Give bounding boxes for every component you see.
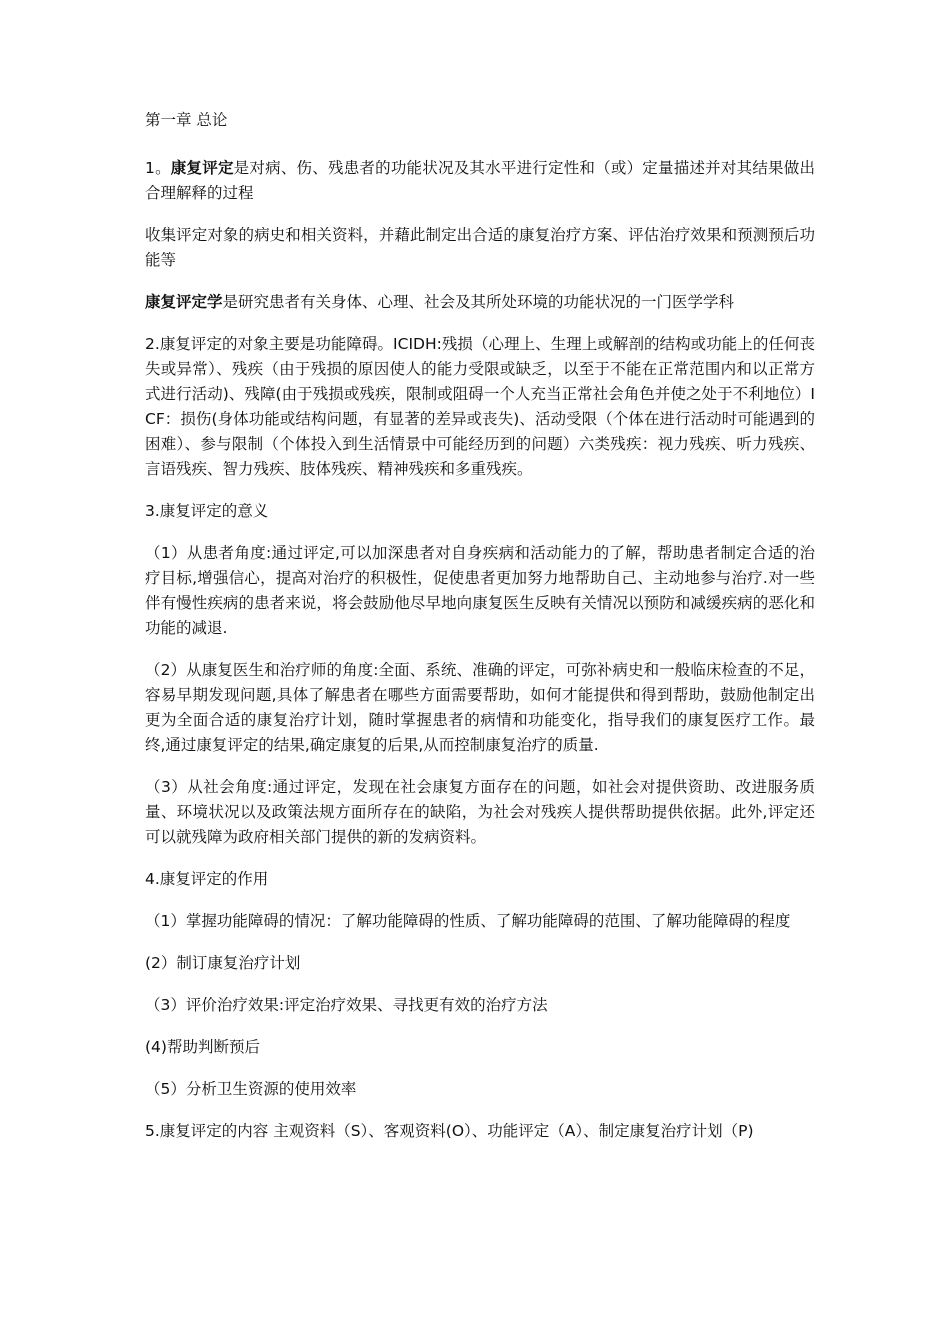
section-heading-contents: 5.康复评定的内容 主观资料（S）、客观资料(O）、功能评定（A）、制定康复治疗计划（P) <box>145 1122 754 1140</box>
paragraph-doctor-perspective: （2）从康复医生和治疗师的角度:全面、系统、准确的评定，可弥补病史和一般临床检查的不足，容易早期发现问题,具体了解患者在哪些方面需要帮助，如何才能提供和得到帮助，鼓励他制定出更为全面合适的康复治疗计划，随时掌握患者的病情和功能变化，指导我们的康复医疗工作。最终,通过康复评定的结果,确定康复的后果,从而控制康复治疗的质量. <box>145 661 815 754</box>
list-item-function-5: （5）分析卫生资源的使用效率 <box>145 1080 357 1098</box>
paragraph-social-perspective: （3）从社会角度:通过评定，发现在社会康复方面存在的问题，如社会对提供资助、改进服务质量、环境状况以及政策法规方面所存在的缺陷，为社会对残疾人提供帮助提供依据。此外,评定还可以就残障为政府相关部门提供的新的发病资料。 <box>145 778 815 846</box>
definition-text: 是研究患者有关身体、心理、社会及其所处环境的功能状况的一门医学学科 <box>222 293 735 311</box>
paragraph-assessment-objects: 2.康复评定的对象主要是功能障碍。ICIDH:残损（心理上、生理上或解剖的结构或功能上的任何丧失或异常）、残疾（由于残损的原因使人的能力受限或缺乏，以至于不能在正常范围内和以正常方式进行活动)、残障(由于残损或残疾，限制或阻碍一个人充当正常社会角色并使之处于不利地位）ICF：损伤(身体功能或结构问题，有显著的差异或丧失)、活动受限（个体在进行活动时可能遇到的困难）、参与限制（个体投入到生活情景中可能经历到的问题）六类残疾：视力残疾、听力残疾、言语残疾、智力残疾、肢体残疾、精神残疾和多重残疾。 <box>145 335 815 478</box>
paragraph-collect-data: 收集评定对象的病史和相关资料，并藉此制定出合适的康复治疗方案、评估治疗效果和预测预后功能等 <box>145 226 815 269</box>
list-item-function-1: （1）掌握功能障碍的情况：了解功能障碍的性质、了解功能障碍的范围、了解功能障碍的程度 <box>145 912 791 930</box>
definition-text: 是对病、伤、残患者的功能状况及其水平进行定性和（或）定量描述并对其结果做出合理解释的过程 <box>145 159 815 202</box>
section-heading-functions: 4.康复评定的作用 <box>145 870 269 888</box>
chapter-title: 第一章 总论 <box>145 111 228 129</box>
document-page <box>145 108 815 1161</box>
list-item-function-3: （3）评价治疗效果:评定治疗效果、寻找更有效的治疗方法 <box>145 996 548 1014</box>
bold-term-assessment: 康复评定 <box>170 159 234 177</box>
list-item-function-2: (2）制订康复治疗计划 <box>145 954 301 972</box>
paragraph-number: 1。 <box>145 159 171 177</box>
list-item-function-4: (4)帮助判断预后 <box>145 1038 260 1056</box>
bold-term-discipline: 康复评定学 <box>145 293 223 311</box>
paragraph-patient-perspective: （1）从患者角度:通过评定,可以加深患者对自身疾病和活动能力的了解，帮助患者制定合适的治疗目标,增强信心，提高对治疗的积极性，促使患者更加努力地帮助自己、主动地参与治疗.对一些伴有慢性疾病的患者来说，将会鼓励他尽早地向康复医生反映有关情况以预防和减缓疾病的恶化和功能的减退. <box>145 544 815 637</box>
paragraph-definition-discipline <box>145 290 815 315</box>
paragraph-definition-assessment <box>145 156 815 206</box>
section-heading-significance: 3.康复评定的意义 <box>145 502 269 520</box>
